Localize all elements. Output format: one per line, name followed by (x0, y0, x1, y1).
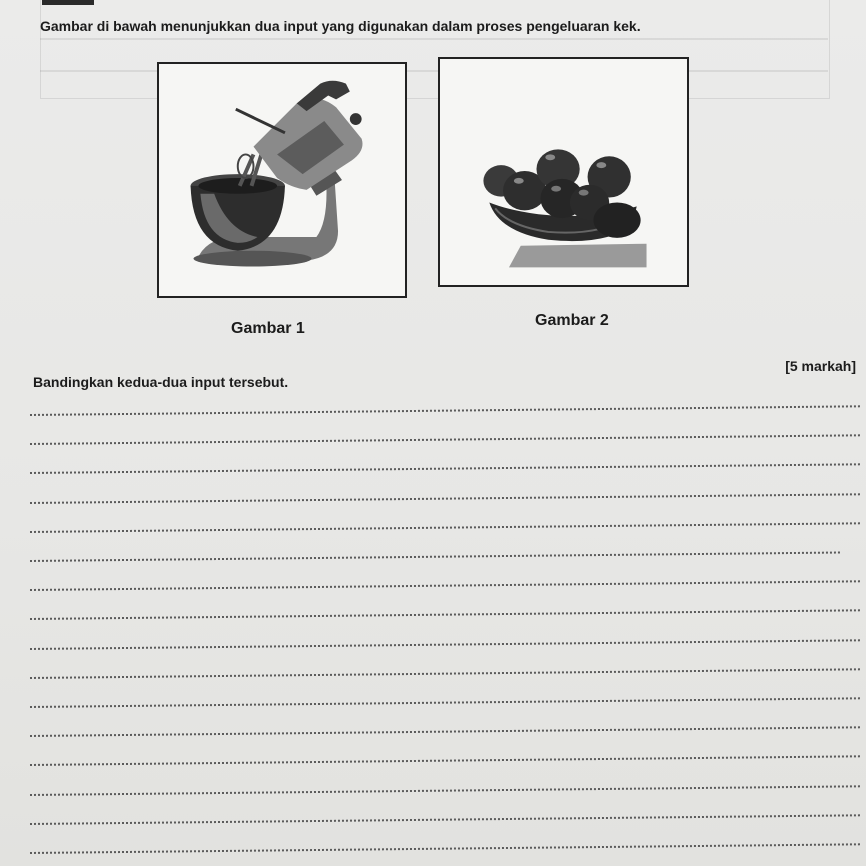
marks-label: [5 markah] (785, 358, 856, 374)
answer-line[interactable] (30, 434, 860, 445)
answer-line[interactable] (30, 552, 840, 562)
figure-2-frame (438, 57, 689, 287)
answer-line[interactable] (30, 522, 860, 533)
answer-line[interactable] (30, 610, 860, 621)
answer-line[interactable] (30, 814, 860, 825)
question-text: Gambar di bawah menunjukkan dua input yang digunakan dalam proses pengeluaran kek. (40, 18, 641, 34)
answer-line[interactable] (30, 580, 860, 591)
answer-line[interactable] (30, 756, 860, 767)
answer-line[interactable] (30, 639, 860, 650)
answer-line[interactable] (30, 405, 860, 416)
answer-line[interactable] (30, 843, 860, 854)
figure-2-caption: Gambar 2 (535, 312, 609, 329)
answer-line[interactable] (30, 493, 860, 504)
header-mark (42, 0, 94, 5)
stand-mixer-icon (159, 64, 405, 296)
eggs-in-basket-icon (440, 59, 687, 285)
answer-line[interactable] (30, 668, 860, 679)
answer-line[interactable] (30, 726, 860, 737)
figure-1-frame (157, 62, 407, 298)
bleed-through-line (40, 38, 828, 40)
figure-1-caption: Gambar 1 (231, 320, 305, 337)
answer-line[interactable] (30, 785, 860, 796)
answer-line[interactable] (30, 697, 860, 708)
answer-line[interactable] (30, 464, 860, 475)
instruction-text: Bandingkan kedua-dua input tersebut. (33, 374, 289, 390)
